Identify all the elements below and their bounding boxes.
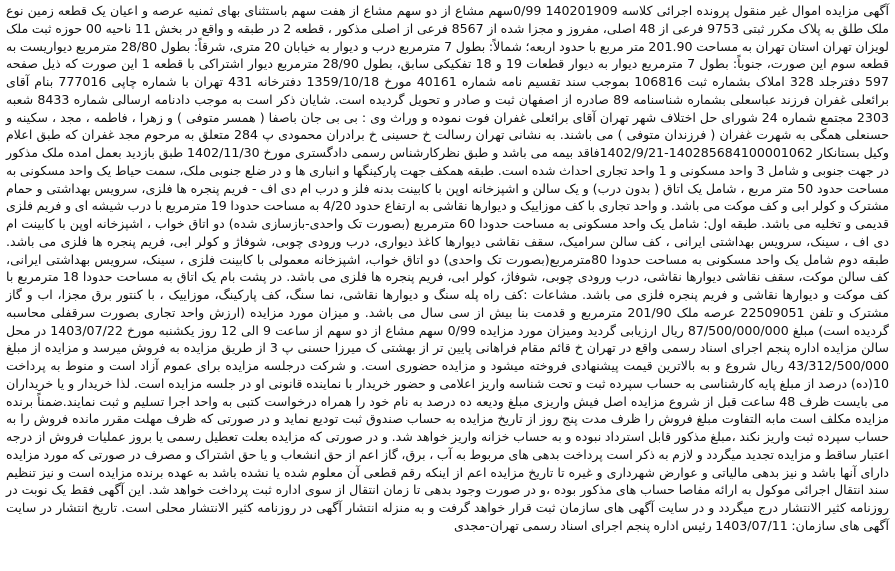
auction-notice-body: آگهی مزایده اموال غیر منقول پرونده اجرائی کلاسه 140201909 0/99سهم مشاع از دو سهم مشاع از هفت سهم باستثنای بهای ثمنیه عرصه و اعیان یک قطعه زمین نوع ملک طلق به پلاک مکرر ثبتی 9753 فرعی از 48 اصلی، مفروز و مجزا شده از 8567 فرعی از اصلی مذکور ، قطعه 2 در طبقه و واقع در بخش 11 ناحیه 00 حوزه ثبت ملک لویزان تهران استان تهران به مساحت 201.90 متر مربع با حدود اربعه؛ شمالاً: بطول 7 مترمربع درب و دیوار به خیابان 20 متری، شرقاً: بطول 28/80 مترمربع دیواریست به قطعه سوم این صورت، جنوباً: بطول 7 مترمربع دیوار به دیوار قطعات 19 و 18 تفکیکی سابق، بطول 28/90 مترمربع دیوار اشتراکی با قطعه 1 این صورت که ذیل صفحه 597 دفترجلد 328 املاک بشماره ثبت 106816 بموجب سند تقسیم نامه شماره 40161 مورخ 1359/10/18 دفترخانه 431 تهران با شماره چاپی 777016 بنام آقای برائعلی غفران فرزند عباسعلی بشماره شناسنامه 89 صادره از اصفهان ثبت و صادر و تحویل گردیده است. شایان ذکر است به موجب دادنامه ارسالی شماره 8433 شعبه 2303 مجتمع شماره 24 شورای حل اختلاف شهر تهران آقای برائعلی غفران فوت نموده و وراث وی : بی بی جان باصفا ( همسر متوفی ) و زهرا ، فاطمه ، مجد ، سکینه و حسنعلی همگی به شهرت غفران ( فرزندان متوفی ) می باشند. به نشانی تهران رسالت خ حسینی خ برادران محمودی پ 284 متعلق به مرحوم مجد غفران که طبق اعلام وکیل بستانکار 140285684100001062-1402/9/21فاقد بیمه می باشد و طبق نظرکارشناس رسمی دادگستری مورخ 1402/11/30 طبق بازدید بعمل امده ملک مذکور در جهت جنوبی و شامل 3 واحد مسکونی و 1 واحد تجاری احداث شده است. طبقه همکف جهت پارکینگها و انباری ها و در ضلع جنوبی ملک، سمت حیاط یک واحد مسکونی به مساحت حدود 50 متر مربع ، شامل یک اتاق ( بدون درب) و یک سالن و اشپزخانه اوپن با کابینت بدنه فلز و درب ام دی اف - فریم پنجره ها فلزی، سرویس بهداشتی و حمام مشترک و کولر ابی و کف موکت می باشد. و واحد تجاری با کف موزاییک و دیوارها نقاشی به ارتفاع حدود 4/20 به مساحت حدودا 19 مترمربع با درب شیشه ای و فریم فلزی قدیمی و تخلیه می باشد. طبقه اول: شامل یک واحد مسکونی به مساحت حدودا 60 مترمربع (بصورت تک واحدی-بازسازی شده) دو اتاق خواب ، اشپزخانه اوپن با کابینت ام دی اف ، سینک، سرویس بهداشتی ایرانی ، کف سالن سرامیک، سقف نقاشی دیوارها کاغذ دیواری، درب ورودی چوبی، شوفاژ و کولر ابی، فریم پنجره ها فلزی می باشد. طبقه دوم شامل یک واحد مسکونی به مساحت حدودا 80مترمربع(بصورت تک واحدی) دو اتاق خواب، اشپزخانه معمولی با کابینت فلزی ، سینک، سرویس بهداشتی ایرانی، کف سالن موکت، سقف نقاشی دیوارها نقاشی، درب ورودی چوبی، شوفاژ، کولر ابی، فریم پنجره ها فلزی می باشد. در پشت بام یک اتاق به مساحت حدودا 18 مترمربع با کف موکت و دیوارها نقاشی و فریم پنجره فلزی می باشد. مشاعات :کف راه پله سنگ و دیوارها نقاشی، نما سنگ، کف پارکینگ، موزاییک ، با کنتور برق مجزا، اب و گاز مشترک و تلفن 22509051 عرصه ملک 201/90 مترمربع و قدمت بنا بیش از سی سال می باشد. و میزان مورد مزایده (ارزش واحد تجاری بصورت سرقفلی محاسبه گردیده است) مبلغ 87/500/000/000 ریال ارزیابی گردید ومیزان مورد مزایده 0/99 سهم مشاع از دو سهم از ساعت 9 الی 12 روز یکشنبه مورخ 1403/07/22 در محل سالن مزایده اداره پنجم اجرای اسناد رسمی واقع در تهران خ قائم مقام فراهانی پایین تر از بهشتی ک میرزا حسنی پ 3 از طریق مزایده به فروش میرسد و مزایده از مبلغ 43/312/500/000 ریال شروع و به بالاترین قیمت پیشنهادی فروخته میشود و مزایده حضوری است. و شرکت درجلسه مزایده برای عموم آزاد است و منوط به پرداخت 10(ده) درصد از مبلغ پایه کارشناسی به حساب سپرده ثبت و تحت شناسه واریز اعلامی و حضور خریدار با نماینده قانونی او در جلسه مزایده است. لذا خریدار و یا خریداران می بایست ظرف 48 ساعت قبل از شروع مزایده اصل فیش واریزی مبلغ ودیعه ده درصد به نام خود را همراه درخواست کتبی به واحد اجرا تسلیم و ثبت نمایند.ضمناً برنده مزایده مکلف است مابه التفاوت مبلغ فروش را ظرف مدت پنج روز از تاریخ مزایده به حساب صندوق ثبت تودیع نماید و در صورتی که ظرف مهلت مقرر مانده فروش را به حساب سپرده ثبت واریز نکند ،مبلغ مذکور قابل استرداد نبوده و به حساب خزانه واریز خواهد شد. و در صورتی که مزایده بعلت تعطیل رسمی یا بروز عملیات فروش از درجه اعتبار ساقط و مزایده تجدید میگردد و لازم به ذکر است پرداخت بدهی های مربوط به آب ، برق، گاز اعم از حق انشعاب و یا حق اشتراک و مصرف در صورتی که مورد مزایده دارای آنها باشد و نیز بدهی مالیاتی و عوارض شهرداری و غیره تا تاریخ مزایده اعم از اینکه رقم قطعی آن معلوم شده یا نشده باشد به عهده برنده مزایده است و نیز تنظیم سند انتقال اجرائی موکول به ارائه مفاصا حساب های مذکور بوده ،و در صورت وجود بدهی تا زمان انتقال از سوی اداره ثبت پرداخت خواهد شد. این آگهی فقط یک نوبت در روزنامه کثیر الانتشار درج میگردد و در سایت آگهی های سازمان ثبت قرار خواهد گرفت و به منزله انتشار آگهی در روزنامه کثیر الانتشار محلی است. تاریخ انتشار در سایت آگهی های سازمان: 1403/07/11 رئیس اداره پنجم اجرای اسناد رسمی تهران-مجدی	[6, 3, 890, 533]
